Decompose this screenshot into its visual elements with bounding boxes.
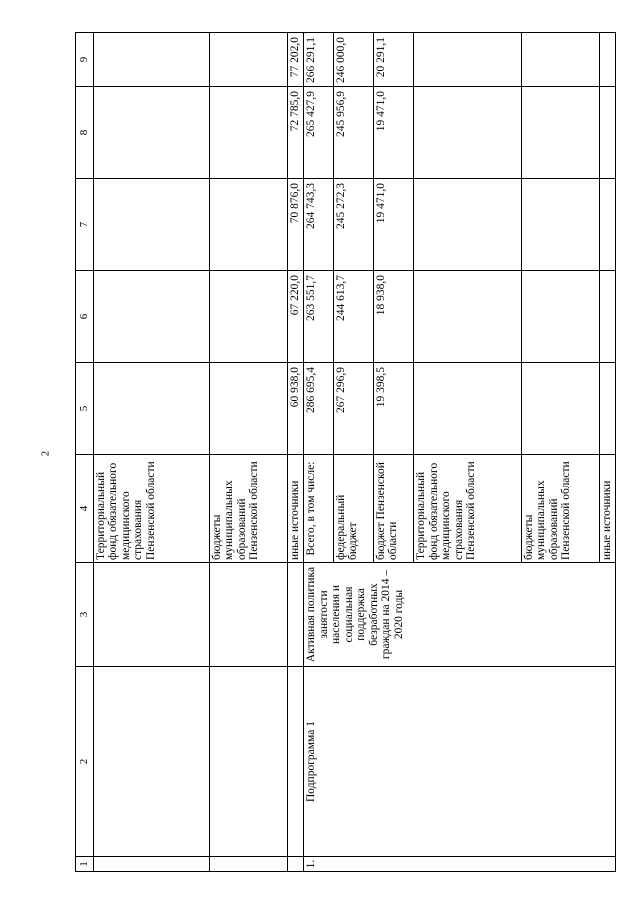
header-row: [76, 33, 94, 872]
value-cell: [599, 363, 615, 455]
value-cell: [209, 179, 287, 271]
col-header: 5: [76, 363, 94, 455]
source-cell: федеральный бюджет: [333, 455, 373, 563]
value-cell: 60 938,0: [287, 363, 303, 455]
value-cell: [209, 33, 287, 87]
value-cell: 70 876,0: [287, 179, 303, 271]
program-name: Подпрограмма 1: [304, 667, 616, 857]
value-cell: [414, 363, 522, 455]
value-cell: 20 291,1: [373, 33, 413, 87]
col-header: 7: [76, 179, 94, 271]
value-cell: 267 296,9: [333, 363, 373, 455]
value-cell: [209, 363, 287, 455]
value-cell: 19 471,0: [373, 87, 413, 179]
source-cell: иные источники: [287, 455, 303, 563]
value-cell: 77 202,0: [287, 33, 303, 87]
col-header: 1: [76, 857, 94, 872]
value-cell: 245 956,9: [333, 87, 373, 179]
empty-cell: [287, 857, 303, 872]
table-row: [93, 33, 209, 872]
value-cell: [599, 179, 615, 271]
empty-cell: [93, 563, 209, 667]
value-cell: 266 291,1: [304, 33, 334, 87]
value-cell: [599, 33, 615, 87]
program-title: Активная политика занятости населения и социальная поддержка безработных граждан на 2014 – 2020 годы: [304, 563, 616, 667]
empty-cell: [209, 563, 287, 667]
value-cell: [93, 363, 209, 455]
value-cell: 244 613,7: [333, 271, 373, 363]
value-cell: [93, 33, 209, 87]
value-cell: 18 938,0: [373, 271, 413, 363]
empty-cell: [93, 667, 209, 857]
value-cell: [414, 179, 522, 271]
value-cell: [521, 33, 599, 87]
value-cell: [93, 87, 209, 179]
source-cell: бюджеты муниципальных образований Пензенской области: [521, 455, 599, 563]
table-row: [304, 33, 334, 872]
value-cell: 19 471,0: [373, 179, 413, 271]
value-cell: [93, 179, 209, 271]
value-cell: 72 785,0: [287, 87, 303, 179]
value-cell: [521, 271, 599, 363]
value-cell: 286 695,4: [304, 363, 334, 455]
value-cell: [599, 87, 615, 179]
value-cell: [414, 271, 522, 363]
value-cell: 19 398,5: [373, 363, 413, 455]
value-cell: [521, 363, 599, 455]
empty-cell: [209, 857, 287, 872]
col-header: 3: [76, 563, 94, 667]
value-cell: 67 220,0: [287, 271, 303, 363]
col-header: 6: [76, 271, 94, 363]
value-cell: 245 272,3: [333, 179, 373, 271]
empty-cell: [93, 857, 209, 872]
value-cell: [209, 87, 287, 179]
rotated-page: [75, 33, 616, 872]
value-cell: 263 551,7: [304, 271, 334, 363]
table-row: [209, 33, 287, 872]
col-header: 9: [76, 33, 94, 87]
col-header: 4: [76, 455, 94, 563]
value-cell: 265 427,9: [304, 87, 334, 179]
col-header: 2: [76, 667, 94, 857]
program-number: 1.: [304, 857, 616, 872]
value-cell: [414, 33, 522, 87]
empty-cell: [287, 667, 303, 857]
value-cell: [521, 87, 599, 179]
source-cell: бюджеты муниципальных образований Пензенской области: [209, 455, 287, 563]
empty-cell: [287, 563, 303, 667]
value-cell: 264 743,3: [304, 179, 334, 271]
source-cell: иные источники: [599, 455, 615, 563]
table-row: [287, 33, 303, 872]
budget-table: [75, 32, 616, 872]
value-cell: 246 000,0: [333, 33, 373, 87]
value-cell: [599, 271, 615, 363]
value-cell: [93, 271, 209, 363]
col-header: 8: [76, 87, 94, 179]
source-cell: бюджет Пензенской области: [373, 455, 413, 563]
empty-cell: [209, 667, 287, 857]
value-cell: [414, 87, 522, 179]
source-cell: Всего, в том числе:: [304, 455, 334, 563]
source-cell: Территориальный фонд обязательного медицинского страхования Пензенской области: [414, 455, 522, 563]
value-cell: [521, 179, 599, 271]
page-number: 2: [40, 451, 52, 456]
budget-table-wrapper: [75, 33, 616, 872]
value-cell: [209, 271, 287, 363]
source-cell: Территориальный фонд обязательного медицинского страхования Пензенской области: [93, 455, 209, 563]
